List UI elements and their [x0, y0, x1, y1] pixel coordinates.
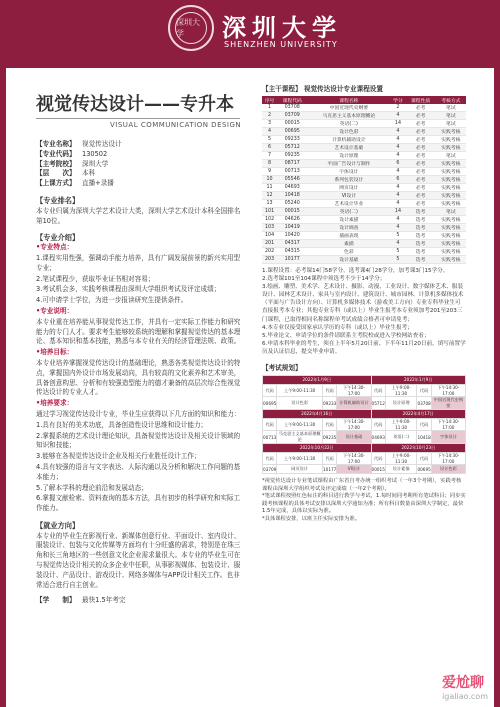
- course-cell: 12: [262, 192, 277, 200]
- course-row: [262, 128, 466, 136]
- course-cell: 05546: [277, 176, 307, 184]
- watermark-url: igaliao.com: [442, 692, 488, 701]
- course-row: [262, 160, 466, 168]
- course-cell: VI设计: [307, 192, 390, 200]
- intro-heading: 【专业介绍】: [36, 233, 80, 243]
- course-table-body: [262, 104, 466, 264]
- info-key: 【专业代码】: [36, 149, 76, 158]
- course-heading: [262, 83, 466, 93]
- course-note: 2.选考课101至104课程中须选考不少于14学分；: [262, 276, 386, 283]
- exam-date-row: [263, 376, 466, 385]
- exam-code-label: 代码: [263, 453, 277, 465]
- course-row: [262, 208, 466, 216]
- course-col-header: 课程代码: [277, 96, 307, 104]
- goal-title-text: 培养目标：: [40, 348, 74, 357]
- course-cell: 字体设计: [307, 168, 390, 176]
- course-cell: 03708: [277, 104, 307, 112]
- course-note: 4.本专业仅接受国家承认学历的专科（或以上）毕业生报考；: [262, 324, 413, 331]
- exam-code: 00695: [263, 397, 277, 410]
- exam-time-row: [263, 453, 466, 465]
- exam-date: 2022年10月23日: [371, 444, 465, 453]
- course-cell: 4: [390, 128, 405, 136]
- course-cell: 4: [390, 224, 405, 232]
- course-row: [262, 216, 466, 224]
- exam-note: *视觉传达设计专业笔试课程由广东省自考办统一组织考试（一年3个考期），实践考核课程由深圳大学组织考试及评定成绩（一年2个考期）。: [262, 478, 462, 492]
- exam-date: 2022年10月22日: [263, 444, 372, 453]
- course-cell: 必考: [406, 184, 436, 192]
- exam-time-pm: 下午14:30-17:00: [337, 419, 371, 431]
- exam-time-am: 上午9:00-11:30: [277, 453, 323, 465]
- req-item: 4.具有较强的语言与文字表达、人际沟通以及分析和解决工作问题的基本能力；: [36, 462, 241, 481]
- course-cell: 00015: [277, 120, 307, 128]
- course-cell: 实践考核: [436, 256, 466, 264]
- study-key: 【学 制】: [36, 596, 76, 605]
- exam-subject-row: [263, 397, 466, 410]
- course-cell: 4: [390, 200, 405, 208]
- course-cell: 04693: [277, 184, 307, 192]
- university-name-en: SHENZHEN UNIVERSITY: [224, 40, 338, 49]
- course-cell: 计算机辅助设计: [307, 136, 390, 144]
- course-cell: 101: [262, 208, 277, 216]
- exam-date: 2022年4月17日: [371, 410, 465, 419]
- course-note: 3.绘画、雕塑、美术学、艺术设计、摄影、动漫、工业设计、数字媒体艺术、服装设计、园林艺术设计、家具与室内设计、建筑设计、城市园林、计算机多媒体技术（平面与广告设计方向）、计算机多媒体技术（游戏美工方向）专业专科毕业生可直接报考本专业；其他专业专科（或以上）毕业生报考本专业须加考201至203三门课程，已取得相同名称课程单考试成绩合格者可申请免考；: [262, 284, 464, 323]
- course-cell: 实践考核: [436, 136, 466, 144]
- info-key: 【专业名称】: [36, 140, 76, 148]
- exam-subject: VI设计: [337, 465, 371, 474]
- exam-time-am: 上午9:00-11:30: [385, 453, 417, 465]
- exam-date: 2022年1月9日: [371, 376, 465, 385]
- course-note: 5.毕业论文、申请学位的条件请联系主考院校或进入学校网站查看；: [262, 332, 430, 339]
- req-item: 2.掌握系统的艺术设计理论知识，具备视觉传达设计及相关设计领域的知识和技能；: [36, 431, 241, 450]
- course-cell: 必考: [406, 160, 436, 168]
- course-cell: 14: [390, 120, 405, 128]
- course-cell: 11: [262, 184, 277, 192]
- course-notes: [262, 267, 466, 356]
- course-cell: 英语(二): [307, 208, 390, 216]
- course-cell: 色彩: [307, 248, 390, 256]
- course-cell: 插画表现: [307, 232, 390, 240]
- exam-time-am: 上午9:00-11:30: [277, 385, 323, 397]
- exam-subject-row: [263, 431, 466, 444]
- req-item: 3.能够在各视觉传达设计企业及相关行业胜任设计工作；: [36, 452, 201, 461]
- right-border: [494, 68, 500, 707]
- exam-date: 2022年4月16日: [263, 410, 372, 419]
- req-item: 6.掌握文献检索、资料查询的基本方法，具有初步的科学研究和实际工作能力。: [36, 494, 241, 513]
- course-cell: 艺术设计基础: [307, 144, 390, 152]
- exam-time-row: [263, 419, 466, 431]
- course-cell: 实践考核: [436, 216, 466, 224]
- exam-time-pm: 下午14:30-17:00: [337, 453, 371, 465]
- course-note: 6.申请本科毕业的考生，须在上半年5月20日前、下半年11月20日前，填写前置学历及认证信息，提交毕业申请。: [262, 340, 466, 355]
- course-cell: 系列包装设计: [307, 176, 390, 184]
- course-row: [262, 256, 466, 264]
- exam-note: *具体课程安排，以班主任实际安排为准。: [262, 516, 360, 522]
- university-name-cn: 深圳大学: [222, 13, 342, 42]
- course-heading-bracket: 【主干课程】: [262, 85, 302, 93]
- info-value: 直播+录播: [82, 179, 114, 188]
- info-row: [36, 150, 244, 160]
- course-cell: 2: [262, 112, 277, 120]
- exam-code-label: 代码: [323, 419, 337, 431]
- course-cell: 202: [262, 248, 277, 256]
- course-cell: 选考: [406, 208, 436, 216]
- exam-code-label: 代码: [263, 419, 277, 431]
- exam-subject: 计算机辅助设计: [337, 397, 371, 410]
- exam-subject: 设计素描: [385, 465, 417, 474]
- course-cell: 必考: [406, 104, 436, 112]
- course-cell: 4: [390, 152, 405, 160]
- course-cell: 00713: [277, 168, 307, 176]
- course-row: [262, 168, 466, 176]
- exam-heading: 【考试规划】: [262, 364, 302, 373]
- career-text: 本专业的毕业生在影视行业、新媒体创意行业、平面设计、室内设计、服装设计、包装与文化传媒等方面均有十分旺盛的需求，特别是在珠三角和长三角地区的一些创意文化企业需求量很大。本专业的毕业生可在与视觉传达设计相关的众多企业中任职，从事影视媒体、包装设计、服装设计、产品设计、游戏设计、网络多媒体与APP设计相关工作。也非常适合进行自主创业。: [36, 531, 241, 589]
- exam-code-label: 代码: [371, 385, 385, 397]
- exam-subject-row: [263, 465, 466, 474]
- course-cell: 实践考核: [436, 184, 466, 192]
- course-cell: 选考: [406, 224, 436, 232]
- course-cell: 05712: [277, 144, 307, 152]
- course-cell: 必考: [406, 152, 436, 160]
- page-title: 视觉传达设计——专升本: [36, 94, 234, 115]
- exam-code: 04693: [371, 431, 385, 444]
- course-cell: 4: [390, 136, 405, 144]
- course-cell: 实践考核: [436, 232, 466, 240]
- course-col-header: 课程名称: [307, 96, 390, 104]
- req-list: [36, 421, 244, 514]
- course-cell: 必考: [406, 200, 436, 208]
- watermark-text: 爱尬聊: [442, 675, 485, 691]
- course-cell: 实践考核: [436, 160, 466, 168]
- exam-subject: 马克思主义基本原理概论: [278, 431, 321, 443]
- course-col-header: 课程性质: [406, 96, 436, 104]
- course-cell: 选考: [406, 240, 436, 248]
- info-row: [36, 160, 244, 170]
- left-column: [36, 140, 244, 606]
- course-cell: 6: [390, 176, 405, 184]
- course-cell: 1: [262, 104, 277, 112]
- course-cell: 必考: [406, 120, 436, 128]
- course-cell: 必考: [406, 192, 436, 200]
- course-cell: 选考: [406, 232, 436, 240]
- exam-subject: 英语(二): [385, 431, 417, 444]
- info-value: 130502: [82, 149, 108, 158]
- course-note: 1.课程设置：必考课14门58学分，选考课4门28学分，加考课3门15学分。: [262, 268, 449, 274]
- features-title-text: 专业特点：: [40, 243, 74, 252]
- info-row: [36, 179, 244, 189]
- exam-code: 00713: [263, 431, 277, 444]
- course-cell: 设计色彩: [307, 128, 390, 136]
- course-cell: 必考: [406, 144, 436, 152]
- course-cell: 设计基础: [307, 256, 390, 264]
- exam-section: [262, 362, 466, 524]
- course-cell: 00695: [277, 128, 307, 136]
- study-row: [36, 596, 244, 606]
- course-cell: 14: [390, 208, 405, 216]
- features-title: •专业特点：: [36, 243, 74, 252]
- course-cell: 5: [390, 256, 405, 264]
- exam-subject: 设计基础: [337, 431, 371, 444]
- exam-code: 09233: [323, 397, 337, 410]
- req-title-text: 培养要求：: [40, 399, 74, 408]
- exam-subject: 设计色彩: [277, 397, 323, 410]
- course-cell: 6: [390, 160, 405, 168]
- course-cell: 03709: [277, 112, 307, 120]
- exam-code: 00015: [371, 466, 385, 472]
- course-col-header: 考核方式: [436, 96, 466, 104]
- exam-table-body: [263, 376, 466, 474]
- exam-code: 09235: [323, 431, 337, 444]
- university-logo: [168, 5, 214, 51]
- course-cell: 中国近现代史纲要: [307, 104, 390, 112]
- exam-code: 10418: [417, 431, 431, 444]
- course-cell: 10418: [277, 192, 307, 200]
- logo-inner: 深圳大学: [175, 12, 207, 44]
- course-cell: 笔试: [436, 152, 466, 160]
- course-row: [262, 184, 466, 192]
- course-cell: 选考: [406, 256, 436, 264]
- course-cell: 实践考核: [436, 200, 466, 208]
- course-cell: 10177: [277, 256, 307, 264]
- career-heading: 【就业方向】: [36, 520, 80, 530]
- course-cell: 04626: [277, 216, 307, 224]
- info-row: [36, 169, 244, 179]
- course-cell: 实践考核: [436, 224, 466, 232]
- course-cell: 8: [262, 160, 277, 168]
- course-row: [262, 104, 466, 112]
- course-row: [262, 176, 466, 184]
- course-cell: 艺术设计毕业: [307, 200, 390, 208]
- title-divider: [36, 118, 240, 119]
- course-cell: 选考: [406, 248, 436, 256]
- exam-table: [262, 375, 466, 474]
- course-row: [262, 224, 466, 232]
- left-border: [0, 68, 6, 707]
- course-row: [262, 232, 466, 240]
- course-table-header: [262, 96, 466, 104]
- course-row: [262, 152, 466, 160]
- study-value: 最快1.5年考完: [82, 596, 126, 605]
- req-item: 1.具有良好的美术功底，具备创造性设计思维和设计能力；: [36, 420, 208, 429]
- exam-time-am: 上午9:00-11:30: [385, 419, 417, 431]
- course-cell: 13: [262, 200, 277, 208]
- course-row: [262, 240, 466, 248]
- exam-code-label: 代码: [371, 419, 385, 431]
- exam-code-label: 代码: [263, 385, 277, 397]
- course-cell: 笔试: [436, 104, 466, 112]
- exam-code-label: 代码: [323, 385, 337, 397]
- course-cell: 4: [262, 128, 277, 136]
- course-cell: 必考: [406, 128, 436, 136]
- course-cell: 4: [390, 168, 405, 176]
- course-cell: 10: [262, 176, 277, 184]
- exam-code-label: 代码: [371, 453, 385, 465]
- course-col-header: 学分: [390, 96, 405, 104]
- course-cell: 201: [262, 240, 277, 248]
- course-cell: 必考: [406, 136, 436, 144]
- req-intro: 通过学习视觉传达设计专业，毕业生应获得以下几方面的知识和能力：: [36, 409, 241, 418]
- course-cell: 4: [390, 216, 405, 224]
- course-cell: 6: [262, 144, 277, 152]
- course-cell: 实践考核: [436, 128, 466, 136]
- course-heading-text: 视觉传达设计专业课程设置: [303, 85, 383, 93]
- desc-title-text: 专业说明：: [40, 306, 74, 315]
- exam-code-label: 代码: [417, 453, 431, 465]
- course-cell: 9: [262, 168, 277, 176]
- exam-subject: 字体设计: [431, 431, 465, 444]
- info-key: 【主考院校】: [36, 159, 76, 168]
- exam-time-pm: 下午14:30-17:00: [431, 453, 465, 465]
- feature-item: 3.考试机会多，实践考核课程由深圳大学组织考试及评定成绩；: [36, 285, 221, 294]
- course-cell: 09235: [277, 152, 307, 160]
- course-cell: 笔试: [436, 112, 466, 120]
- right-column: [262, 83, 466, 524]
- exam-time-am: 上午9:00-11:30: [385, 385, 417, 397]
- course-cell: 实践考核: [436, 248, 466, 256]
- exam-code: 05712: [371, 397, 385, 410]
- course-row: [262, 144, 466, 152]
- course-row: [262, 136, 466, 144]
- course-cell: 203: [262, 256, 277, 264]
- info-key: 【层 次】: [36, 169, 76, 178]
- info-key: 【上课方式】: [36, 179, 76, 188]
- exam-subject: 中国近现代史纲要: [431, 397, 465, 410]
- exam-date-row: [263, 444, 466, 453]
- course-cell: 必考: [406, 112, 436, 120]
- course-cell: 00015: [277, 208, 307, 216]
- exam-date-row: [263, 410, 466, 419]
- course-cell: 实践考核: [436, 176, 466, 184]
- course-cell: 04315: [277, 248, 307, 256]
- course-cell: 网页设计: [307, 184, 390, 192]
- course-table: [262, 96, 466, 264]
- exam-notes: [262, 478, 466, 524]
- course-cell: 设计原理: [307, 152, 390, 160]
- exam-code: 03709: [263, 466, 277, 472]
- features-list: [36, 254, 244, 306]
- course-cell: 实践考核: [436, 144, 466, 152]
- exam-time-pm: 下午14:30-17:00: [337, 385, 371, 397]
- goal-title: •培养目标：: [36, 348, 74, 357]
- exam-subject: 网页设计: [277, 465, 323, 474]
- course-cell: 实践考核: [436, 192, 466, 200]
- course-cell: 笔试: [436, 120, 466, 128]
- course-cell: 英语(二): [307, 120, 390, 128]
- course-cell: 必考: [406, 176, 436, 184]
- exam-code-label: 代码: [323, 453, 337, 465]
- course-cell: 2: [390, 104, 405, 112]
- course-cell: 04317: [277, 240, 307, 248]
- course-row: [262, 248, 466, 256]
- exam-date: 2022年1月9日: [263, 376, 372, 385]
- info-list: [36, 140, 244, 189]
- course-cell: 3: [262, 120, 277, 128]
- course-cell: 08717: [277, 160, 307, 168]
- exam-time-pm: 下午14:30-17:00: [431, 419, 465, 431]
- exam-time-am: 上午9:00-11:30: [277, 419, 323, 431]
- course-cell: 102: [262, 216, 277, 224]
- exam-subject: 设计色彩: [431, 465, 465, 474]
- course-cell: 4: [390, 144, 405, 152]
- course-cell: 4: [390, 184, 405, 192]
- exam-code: 10177: [323, 466, 337, 472]
- course-row: [262, 200, 466, 208]
- course-cell: 选考: [406, 216, 436, 224]
- feature-item: 2.笔试课程少，获取毕业证书相对容易；: [36, 274, 155, 283]
- feature-item: 1.课程实用性强，强调动手能力培养，具有广阔发展前景的新兴实用型专业；: [36, 253, 241, 272]
- exam-code-label: 代码: [417, 385, 431, 397]
- course-cell: 设计素描: [307, 216, 390, 224]
- watermark: [442, 672, 488, 701]
- course-cell: 4: [390, 240, 405, 248]
- info-value: 视觉传达设计: [82, 140, 122, 148]
- info-value: 本科: [82, 169, 96, 178]
- course-cell: 素描: [307, 240, 390, 248]
- course-cell: 4: [390, 112, 405, 120]
- course-cell: 设计调查: [307, 224, 390, 232]
- course-row: [262, 112, 466, 120]
- course-cell: 5: [390, 232, 405, 240]
- course-cell: 7: [262, 152, 277, 160]
- desc-text: 本专业重在培养能从事视觉传达工作，并具有一定实际工作能力和研究能力的专门人才。要求考生能够较系统的理解和掌握视觉传达的基本理论、基本知识和基本技能，熟悉与本专业有关的经济管理法规、政策。: [36, 317, 241, 346]
- exam-code-label: 代码: [417, 419, 431, 431]
- course-cell: 平面广告设计与制作: [307, 160, 390, 168]
- course-cell: 10419: [277, 224, 307, 232]
- exam-subject: 设计原理: [385, 397, 417, 410]
- feature-item: 4.可申请学士学位，为进一步报读研究生提供条件。: [36, 296, 188, 305]
- course-cell: 104: [262, 232, 277, 240]
- req-title: •培养要求：: [36, 399, 74, 408]
- desc-title: •专业说明：: [36, 306, 74, 315]
- course-cell: 05240: [277, 200, 307, 208]
- course-cell: 实践考核: [436, 240, 466, 248]
- exam-time-pm: 下午14:30-17:00: [431, 385, 465, 397]
- exam-code: 03708: [417, 397, 431, 410]
- course-cell: 5: [390, 248, 405, 256]
- exam-code: 00695: [417, 466, 431, 472]
- info-row: [36, 140, 244, 150]
- course-cell: 实践考核: [436, 168, 466, 176]
- course-cell: 必考: [406, 168, 436, 176]
- req-item: 5.了解本学科的理论前沿和发展动态；: [36, 483, 148, 492]
- course-cell: 笔试: [436, 208, 466, 216]
- course-cell: 10420: [277, 232, 307, 240]
- course-cell: 4: [390, 192, 405, 200]
- page-subtitle: VISUAL COMMUNICATION DESIGN: [110, 121, 242, 129]
- ranking-heading: 【专业排名】: [36, 195, 80, 205]
- course-cell: 5: [262, 136, 277, 144]
- ranking-text: 本专业归属为深圳大学艺术设计大类，深圳大学艺术设计本科全国排名第10位。: [36, 206, 241, 225]
- exam-note: *笔试课程按照红色标注的科目进行教学与考试，1.每时间同考期所有笔试科目；同步实践考核课程的具体考试安排以深圳大学通知为准；所有科目数量由深圳大学制定，最快1.5年完成，具体以实际为准。: [262, 493, 466, 515]
- header-banner: [0, 0, 500, 68]
- course-col-header: 序号: [262, 96, 277, 104]
- goal-text: 本专业培养掌握视觉传达设计的基础理论，熟悉各类视觉传达设计的特点，掌握国内外设计市场发展动向，具有较高的文化素养和艺术审美，具备创意构思、分析和有较强造型能力的德才兼备的高层次综合性视觉传达设计的专业人才。: [36, 358, 241, 397]
- exam-time-row: [263, 385, 466, 397]
- course-cell: 09233: [277, 136, 307, 144]
- info-value: 深圳大学: [82, 159, 109, 168]
- course-cell: 103: [262, 224, 277, 232]
- course-row: [262, 120, 466, 128]
- course-cell: 马克思主义基本原理概论: [307, 112, 390, 120]
- course-row: [262, 192, 466, 200]
